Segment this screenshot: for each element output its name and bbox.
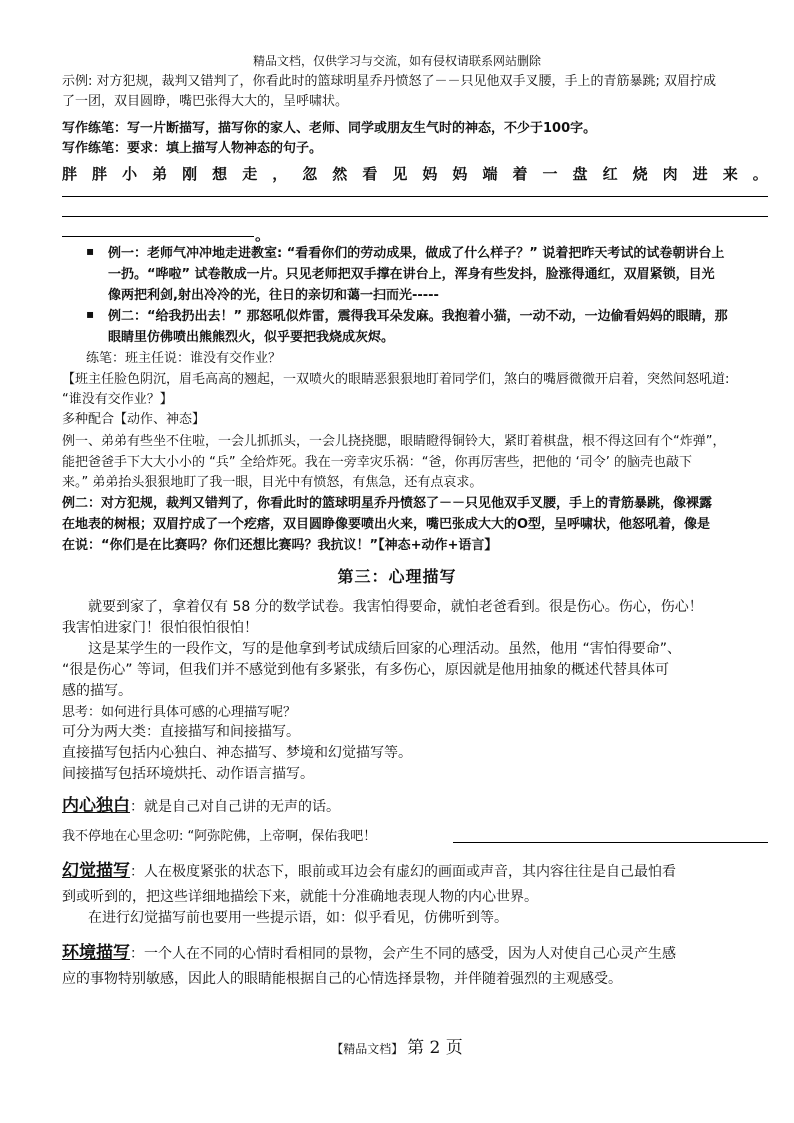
- fill-char: ，: [272, 165, 288, 183]
- fill-char: 红: [602, 165, 618, 183]
- multi-label: 多种配合【动作、神态】: [62, 412, 206, 427]
- multi-example-1-line-3: 来。” 弟弟抬头狠狠地盯了我一眼，目光中有愤怒，有焦急，还有点哀求。: [62, 475, 483, 490]
- fill-char: 进: [692, 165, 708, 183]
- monologue-def: ：就是自己对自己讲的无声的话。: [130, 799, 340, 815]
- answer-line-3: [62, 236, 254, 237]
- example-2-line-1: 例二：“给我扔出去！” 那怒吼似炸雷，震得我耳朵发麻。我抱着小猫，一动不动，一边偷看妈妈的眼睛，那: [108, 309, 728, 324]
- monologue-term: 内心独白: [62, 796, 130, 816]
- fill-char: 妈: [452, 165, 468, 183]
- fill-end-mark: 。: [255, 226, 271, 244]
- fill-char: 烧: [632, 165, 648, 183]
- example-intro-line-1: 示例: 对方犯规，裁判又错判了，你看此时的篮球明星乔丹愤怒了－－只见他双手叉腰，手上的青筋暴跳; 双眉拧成: [62, 74, 717, 89]
- monologue-example: 我不停地在心里念叨: “阿弥陀佛，上帝啊，保佑我吧！: [62, 829, 377, 844]
- multi-example-1-line-2: 能把爸爸手下大大小小的 “兵” 全给炸死。我在一旁幸灾乐祸：“爸，你再厉害些，把他的 ‘司令’ 的脑壳也敲下: [62, 455, 692, 470]
- illusion-def-line-2: 到或听到的，把这些详细地描绘下来，就能十分准确地表现人物的内心世界。: [62, 889, 538, 905]
- think-line-4: 间接描写包括环境烘托、动作语言描写。: [62, 766, 314, 782]
- fill-char: 妈: [422, 165, 438, 183]
- practice-1: 写作练笔：写一片断描写，描写你的家人、老师、同学或朋友生气时的神态，不少于100字。: [62, 121, 597, 136]
- fill-char: 来: [722, 165, 738, 183]
- practice-3: 练笔：班主任说：谁没有交作业？: [86, 351, 282, 366]
- illusion-block: [62, 856, 676, 881]
- example-1-line-1: 例一：老师气冲冲地走进教室: “看看你们的劳动成果，做成了什么样子？” 说着把昨天考试的试卷朝讲台上: [108, 246, 725, 261]
- illusion-term: 幻觉描写: [62, 861, 130, 881]
- think-line-3: 直接描写包括内心独白、神态描写、梦境和幻觉描写等。: [62, 745, 412, 761]
- env-block: [62, 938, 676, 963]
- bullet-icon: ▪: [86, 307, 95, 321]
- practice-2: 写作练笔：要求：填上描写人物神态的句子。: [62, 141, 323, 156]
- answer-line-2: [62, 216, 768, 217]
- fill-char: 忽: [302, 165, 318, 183]
- fill-char: 小: [122, 165, 138, 183]
- env-def-line-1: ：一个人在不同的心情时看相同的景物，会产生不同的感受，因为人对使自己心灵产生感: [130, 946, 676, 962]
- footer-page-number: 第 2 页: [407, 1038, 463, 1058]
- psych-para-2-line-3: 感的描写。: [62, 683, 132, 699]
- fill-char: 见: [392, 165, 408, 183]
- fill-char: 胖: [62, 165, 78, 183]
- env-term: 环境描写: [62, 943, 130, 963]
- illusion-def-line-1: ：人在极度紧张的状态下，眼前或耳边会有虚幻的画面或声音，其内容往往是自己最怕看: [130, 864, 676, 880]
- think-line-2: 可分为两大类：直接描写和间接描写。: [62, 724, 300, 740]
- fill-char: 弟: [152, 165, 168, 183]
- answer-line-1: [62, 196, 768, 197]
- teacher-desc-line-1: 【班主任脸色阴沉，眉毛高高的翘起，一双喷火的眼睛恶狠狠地盯着同学们，煞白的嘴唇微微开启着，突然间怒吼道:: [62, 372, 730, 387]
- fill-char: 。: [752, 165, 768, 183]
- example-2-line-2: 眼睛里仿佛喷出熊熊烈火，似乎要把我烧成灰烬。: [108, 330, 395, 345]
- fill-char: 想: [212, 165, 228, 183]
- multi-example-2-line-1: 例二：对方犯规，裁判又错判了，你看此时的篮球明星乔丹愤怒了－－只见他双手叉腰，手上的青筋暴跳，像裸露: [62, 496, 713, 511]
- psych-para-2-line-1: 这是某学生的一段作文，写的是他拿到考试成绩后回家的心理活动。虽然，他用 “害怕得要命”、: [88, 641, 681, 657]
- example-intro-line-2: 了一团，双目圆睁，嘴巴张得大大的，呈呼啸状。: [62, 94, 349, 109]
- illusion-def-line-3: 在进行幻觉描写前也要用一些提示语，如：似乎看见，仿佛听到等。: [88, 910, 508, 926]
- fill-char: 刚: [182, 165, 198, 183]
- psych-para-1-line-1: 就要到家了，拿着仅有 58 分的数学试卷。我害怕得要命，就怕老爸看到。很是伤心。伤心，伤心！: [88, 599, 703, 615]
- fill-char: 走: [242, 165, 258, 183]
- monologue-block: [62, 791, 340, 816]
- page-header: 精品文档，仅供学习与交流，如有侵权请联系网站删除: [252, 54, 541, 68]
- psych-para-1-line-2: 我害怕进家门！很怕很怕很怕！: [62, 620, 258, 636]
- fill-in-sentence: [62, 163, 768, 184]
- fill-char: 胖: [92, 165, 108, 183]
- section-title: 第三：心理描写: [337, 567, 457, 586]
- footer-label: 【精品文档】: [331, 1042, 404, 1056]
- example-1-line-3: 像两把利剑,射出冷冷的光，往日的亲切和蔼一扫而光-----: [108, 288, 439, 303]
- fill-char: 盘: [572, 165, 588, 183]
- fill-char: 端: [482, 165, 498, 183]
- fill-char: 着: [512, 165, 528, 183]
- psych-para-2-line-2: “很是伤心” 等词，但我们并不感觉到他有多紧张，有多伤心，原因就是他用抽象的概述代替具体可: [62, 662, 669, 678]
- fill-char: 肉: [662, 165, 678, 183]
- fill-char: 一: [542, 165, 558, 183]
- monologue-answer-line: [453, 842, 768, 843]
- multi-example-1-line-1: 例一、弟弟有些坐不住啦，一会儿抓抓头，一会儿挠挠腮，眼睛瞪得铜铃大，紧盯着棋盘，根不得这回有个“炸弹”，: [62, 434, 726, 449]
- fill-char: 看: [362, 165, 378, 183]
- multi-example-2-line-2: 在地表的树根；双眉拧成了一个疙瘩，双目圆睁像要喷出火来，嘴巴张成大大的O型，呈呼啸状，他怒吼着，像是: [62, 517, 711, 532]
- env-def-line-2: 应的事物特别敏感，因此人的眼睛能根据自己的心情选择景物，并伴随着强烈的主观感受。: [62, 971, 622, 987]
- fill-char: 然: [332, 165, 348, 183]
- example-1-line-2: 一扔。“哗啦” 试卷散成一片。只见老师把双手撑在讲台上，浑身有些发抖，脸涨得通红，双眉紧锁，目光: [108, 267, 715, 282]
- think-line-1: 思考：如何进行具体可感的心理描写呢？: [62, 705, 297, 720]
- bullet-icon: ▪: [86, 244, 95, 258]
- teacher-desc-line-2: “谁没有交作业？】: [62, 392, 173, 407]
- multi-example-2-line-3: 在说：“你们是在比赛吗？你们还想比赛吗？我抗议！”【神态+动作+语言】: [62, 538, 498, 553]
- page-footer: [0, 1033, 794, 1058]
